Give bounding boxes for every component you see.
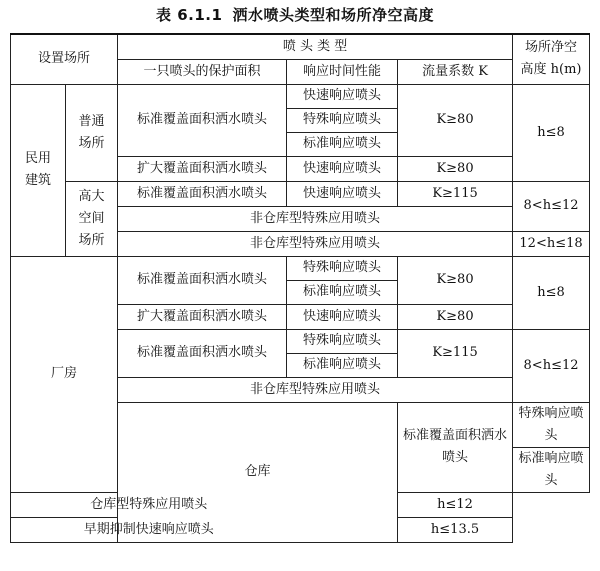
cell-esfr: 早期抑制快速响应喷头 [11,517,287,542]
cell-height: h≤12 [398,492,513,517]
cell-k80: K≥80 [398,84,513,156]
cell-k80: K≥80 [398,304,513,329]
cell-std-cover: 标准覆盖面积洒水喷头 [118,256,287,304]
cell-special: 特殊响应喷头 [513,402,590,447]
cell-height: h≤8 [513,256,590,329]
cell-fast: 快速响应喷头 [287,304,398,329]
group-warehouse: 仓库 [118,402,398,542]
cell-height: h≤13.5 [398,517,513,542]
header-clear-height [513,34,590,84]
cell-std-cover: 标准覆盖面积洒水喷头 [118,329,287,377]
cell-special: 特殊响应喷头 [287,108,398,132]
header-clear-height-line2: 高度 h(m) [520,62,582,78]
cell-std-cover: 标准覆盖面积洒水喷头 [118,181,287,206]
sprinkler-table [10,33,590,543]
cell-ext-cover: 扩大覆盖面积洒水喷头 [118,156,287,181]
cell-standard: 标准响应喷头 [287,280,398,304]
header-sprinkler-type: 喷 头 类 型 [118,34,513,59]
cell-fast: 快速响应喷头 [287,156,398,181]
cell-non-warehouse-special: 非仓库型特殊应用喷头 [118,377,513,402]
cell-fast: 快速响应喷头 [287,181,398,206]
cell-standard: 标准响应喷头 [513,447,590,492]
cell-k115: K≥115 [398,329,513,377]
group-tall-space: 高大空间场所 [66,181,118,256]
cell-height: 8<h≤12 [513,181,590,231]
cell-k115: K≥115 [398,181,513,206]
cell-std-cover: 标准覆盖面积洒水喷头 [118,84,287,156]
group-civil: 民用建筑 [11,84,66,256]
header-flow-coefficient: 流量系数 K [398,59,513,84]
group-ordinary: 普通场所 [66,84,118,181]
cell-k80: K≥80 [398,256,513,304]
cell-k80: K≥80 [398,156,513,181]
table-caption: 洒水喷头类型和场所净空高度 [232,6,434,24]
header-response-time: 响应时间性能 [287,59,398,84]
header-clear-height-line1: 场所净空 [525,40,578,56]
cell-height: 8<h≤12 [513,329,590,402]
cell-height: 12<h≤18 [513,231,590,256]
cell-ext-cover: 扩大覆盖面积洒水喷头 [118,304,287,329]
cell-non-warehouse-special: 非仓库型特殊应用喷头 [118,231,513,256]
cell-warehouse-special: 仓库型特殊应用喷头 [11,492,287,517]
cell-std-cover: 标准覆盖面积洒水喷头 [398,402,513,492]
cell-height: h≤8 [513,84,590,181]
cell-special: 特殊响应喷头 [287,329,398,353]
header-coverage-area: 一只喷头的保护面积 [118,59,287,84]
table-number: 表 6.1.1 [156,6,223,24]
table-title [0,4,600,25]
cell-standard: 标准响应喷头 [287,132,398,156]
cell-fast: 快速响应喷头 [287,84,398,108]
group-factory: 厂房 [11,256,118,492]
cell-non-warehouse-special: 非仓库型特殊应用喷头 [118,206,513,231]
cell-special: 特殊响应喷头 [287,256,398,280]
cell-standard: 标准响应喷头 [287,353,398,377]
header-setting-place: 设置场所 [11,34,118,84]
